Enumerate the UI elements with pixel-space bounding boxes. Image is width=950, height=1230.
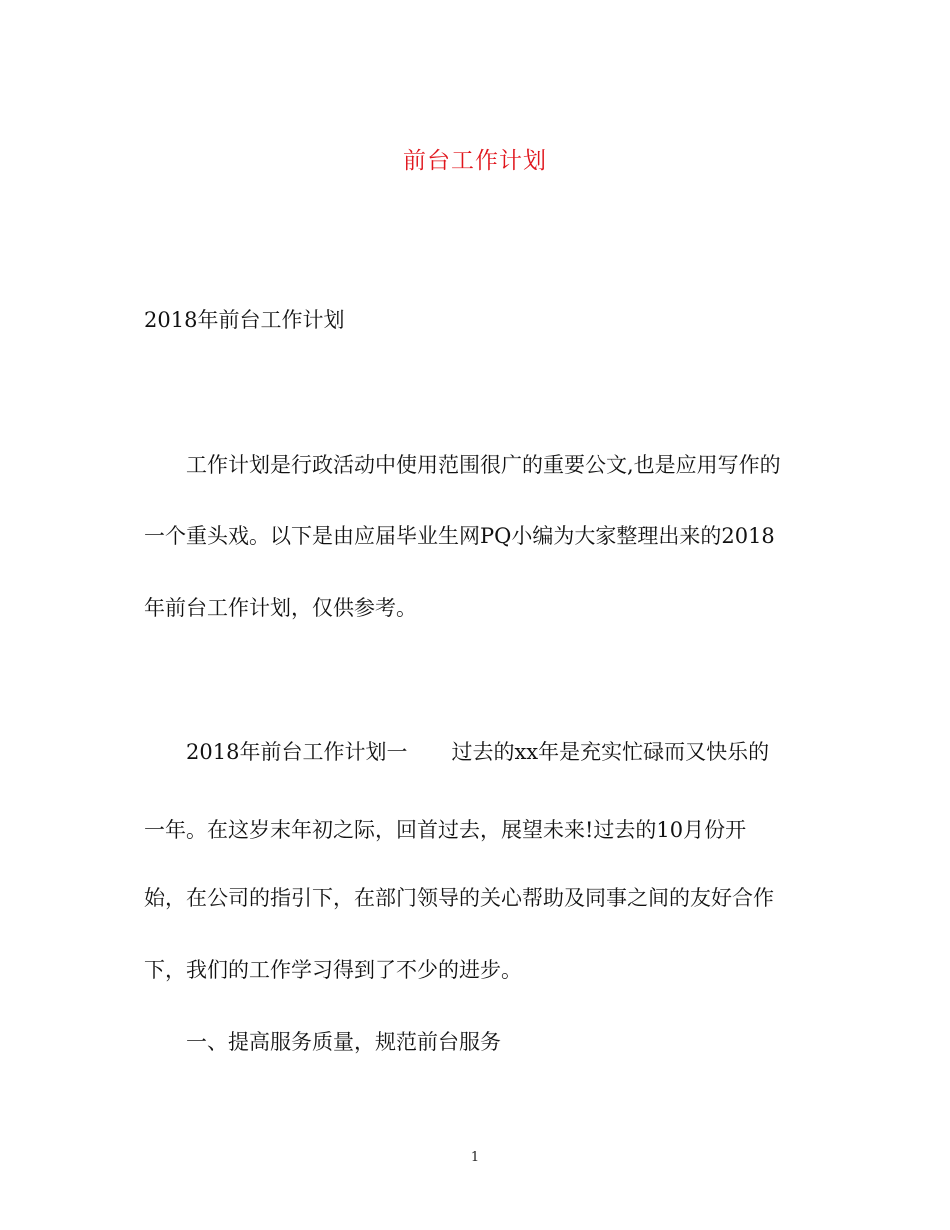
point-one-heading: 一、提高服务质量，规范前台服务 [186,1030,501,1054]
section-heading: 2018年前台工作计划一 [186,740,408,764]
document-title: 前台工作计划 [403,148,547,174]
body-line-1: 一年。在这岁末年初之际，回首过去，展望未来!过去的10月份开 [144,818,747,842]
intro-line-2: 一个重头戏。以下是由应届毕业生网PQ小编为大家整理出来的2018 [144,524,775,548]
section-first-line [186,737,769,767]
document-subtitle: 2018年前台工作计划 [144,308,345,332]
intro-line-1: 工作计划是行政活动中使用范围很广的重要公文,也是应用写作的 [186,453,781,477]
page-number: 1 [470,1150,480,1165]
intro-line-3: 年前台工作计划，仅供参考。 [144,596,417,620]
body-line-2: 始，在公司的指引下，在部门领导的关心帮助及同事之间的友好合作 [144,886,774,910]
section-first-text: 过去的xx年是充实忙碌而又快乐的 [451,740,770,764]
body-line-3: 下，我们的工作学习得到了不少的进步。 [144,958,522,982]
